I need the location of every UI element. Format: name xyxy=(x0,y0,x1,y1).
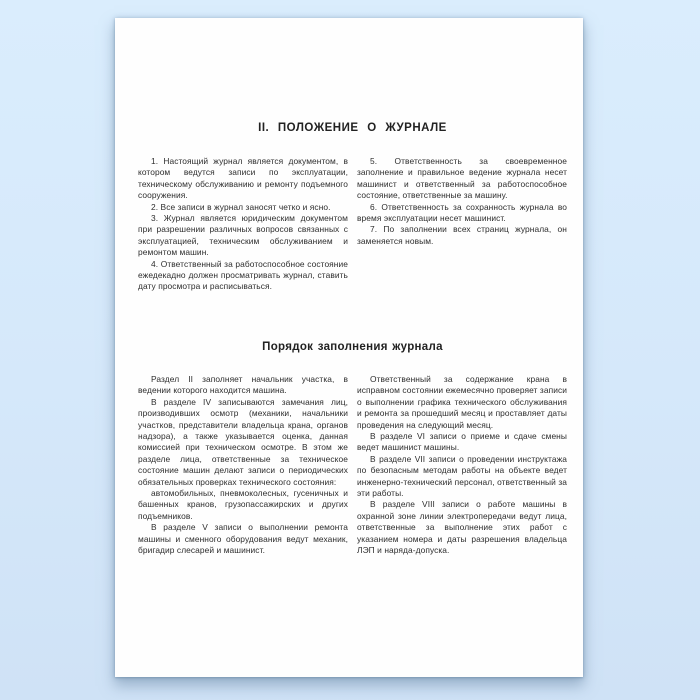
paragraph: 3. Журнал является юридическим документом при разрешении различных вопросов связанных с эксплуатацией, техническим обслуживанием и ремонтом машин. xyxy=(138,213,348,258)
paragraph: 6. Ответственность за сохранность журнала во время эксплуатации несет машинист. xyxy=(357,201,567,224)
right-column xyxy=(357,374,567,557)
paragraph: Ответственный за содержание крана в исправном состоянии ежемесячно проверяет записи о выполнении графика технического обслуживания и ремонта за прошедший месяц и проставляет даты проведения на следующий месяц. xyxy=(357,373,567,430)
paragraph: В разделе V записи о выполнении ремонта машины и сменного оборудования ведут механик, бригадир слесарей и машинист. xyxy=(138,522,348,555)
paragraph: Раздел II заполняет начальник участка, в ведении которого находится машина. xyxy=(138,373,348,396)
paragraph: 5. Ответственность за своевременное заполнение и правильное ведение журнала несет машинист и ответственный за работоспособное состояние, ответственные за машину. xyxy=(357,156,567,201)
paragraph: 7. По заполнении всех страниц журнала, он заменяется новым. xyxy=(357,224,567,246)
left-column xyxy=(138,374,348,557)
right-column xyxy=(357,156,567,293)
paragraph: 1. Настоящий журнал является документом, в котором ведутся записи по эксплуатации, техническому обслуживанию и ремонту подъемного сооружения. xyxy=(138,156,348,201)
document-page xyxy=(115,18,583,677)
paragraph: В разделе VIII записи о работе машины в охранной зоне линии электропередачи ведут лица, ответственные за выполнение этих работ с указанием номера и даты разрешения владельца ЛЭП и наряда-допуска. xyxy=(357,499,567,555)
paragraph: В разделе VII записи о проведении инструктажа по безопасным методам работы на объекте ведет инженерно-технический персонал, ответственный за эти работы. xyxy=(357,453,567,498)
section-title-filling-order: Порядок заполнения журнала xyxy=(262,340,443,353)
paragraph: 2. Все записи в журнал заносят четко и ясно. xyxy=(151,201,331,212)
section-journal-regulations xyxy=(138,122,567,293)
paragraph: В разделе VI записи о приеме и сдаче смены ведет машинист машины. xyxy=(357,430,567,453)
section-title-journal-regulations: II. ПОЛОЖЕНИЕ О ЖУРНАЛЕ xyxy=(258,122,447,134)
paragraph: 4. Ответственный за работоспособное состояние ежедекадно должен просматривать журнал, ставить дату просмотра и расписываться. xyxy=(138,258,348,292)
two-column-layout xyxy=(138,156,567,293)
paragraph: автомобильных, пневмоколесных, гусеничных и башенных кранов, грузопассажирских и других подъемников. xyxy=(138,487,348,521)
paragraph: В разделе IV записываются замечания лиц, производивших осмотр (механики, начальники участков, представители владельца крана, органов надзора), а также указывается оценка, данная комиссией при техническом осмотре. В этом же разделе лица, ответственные за техническое состояние машин делают записи о периодических обязательных проверках технического состояния: xyxy=(138,396,348,487)
left-column xyxy=(138,156,348,293)
section-filling-order xyxy=(138,341,567,557)
two-column-layout xyxy=(138,374,567,557)
